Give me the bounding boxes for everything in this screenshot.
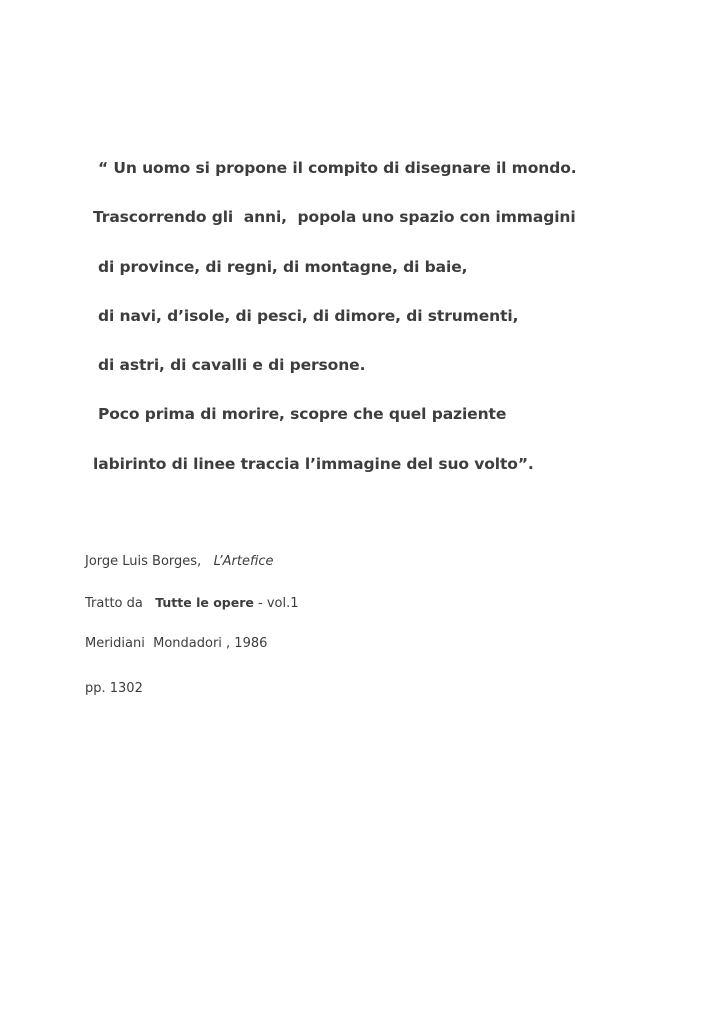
citation-source-prefix: Tratto da [85, 596, 143, 611]
citation-source-line [85, 594, 299, 613]
citation-author: Jorge Luis Borges, [85, 554, 202, 569]
citation-source-title: Tutte le opere [155, 595, 254, 610]
quote-line-6: Poco prima di morire, scopre che quel paziente [98, 405, 507, 423]
quote-line-5: di astri, di cavalli e di persone. [98, 356, 366, 374]
quote-line-1: “ Un uomo si propone il compito di disegnare il mondo. [98, 159, 577, 177]
quote-line-3: di province, di regni, di montagne, di baie, [98, 258, 468, 276]
quote-line-7: labirinto di linee traccia l’immagine del suo volto”. [93, 455, 534, 473]
citation-publisher: Meridiani Mondadori , 1986 [85, 636, 268, 651]
citation-pages: pp. 1302 [85, 681, 143, 696]
citation-source-suffix: - vol.1 [258, 596, 299, 611]
quote-line-4: di navi, d’isole, di pesci, di dimore, di strumenti, [98, 307, 519, 325]
quote-line-2: Trascorrendo gli anni, popola uno spazio con immagini [93, 208, 576, 226]
citation-work: L’Artefice [213, 554, 274, 569]
citation-author-line [85, 553, 274, 571]
